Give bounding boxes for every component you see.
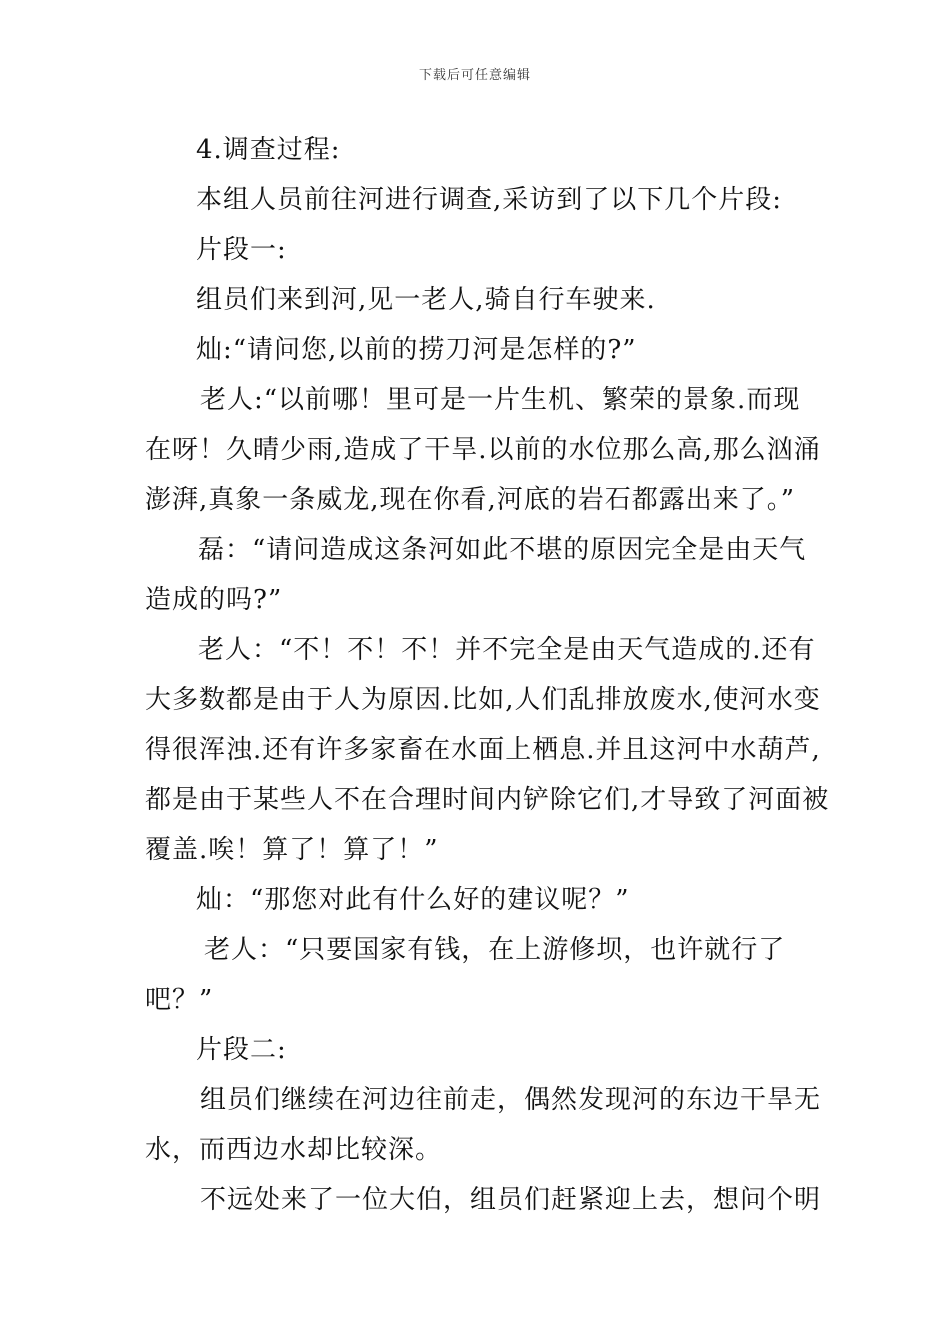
segment-two-heading: 片段二: [196,1035,287,1065]
heading-survey-process: 4.调查过程: [196,135,341,165]
dialogue-line: 都是由于某些人不在合理时间内铲除它们,才导致了河面被 [145,785,830,815]
paragraph-line: 组员们来到河,见一老人,骑自行车驶来. [196,285,656,315]
dialogue-line: 老人：“不！不！不！并不完全是由天气造成的.还有 [198,635,816,665]
paragraph-line: 本组人员前往河进行调查,采访到了以下几个片段: [196,185,783,215]
paragraph-line: 不远处来了一位大伯，组员们赶紧迎上去，想问个明 [200,1185,822,1215]
paragraph-line: 组员们继续在河边往前走，偶然发现河的东边干旱无 [200,1085,822,1115]
dialogue-line: 灿:“请问您,以前的捞刀河是怎样的?” [196,335,637,365]
dialogue-line: 老人:“以前哪！里可是一片生机、繁荣的景象.而现 [200,385,801,415]
dialogue-line: 在呀！久晴少雨,造成了干旱.以前的水位那么高,那么汹涌 [145,435,821,465]
dialogue-line: 澎湃,真象一条威龙,现在你看,河底的岩石都露出来了。” [145,485,796,515]
dialogue-line: 老人：“只要国家有钱，在上游修坝，也许就行了 [204,935,786,965]
dialogue-line: 大多数都是由于人为原因.比如,人们乱排放废水,使河水变 [145,685,821,715]
dialogue-line: 灿：“那您对此有什么好的建议呢？” [196,885,630,915]
page-header: 下载后可任意编辑 [418,68,531,83]
dialogue-line: 造成的吗?” [145,585,283,615]
dialogue-line: 覆盖.唉！算了！算了！” [145,835,439,865]
dialogue-line: 吧？” [145,985,214,1015]
dialogue-line: 磊：“请问造成这条河如此不堪的原因完全是由天气 [198,535,807,565]
segment-one-heading: 片段一: [196,235,287,265]
paragraph-line: 水，而西边水却比较深。 [145,1135,443,1165]
dialogue-line: 得很浑浊.还有许多家畜在水面上栖息.并且这河中水葫芦, [145,735,821,765]
